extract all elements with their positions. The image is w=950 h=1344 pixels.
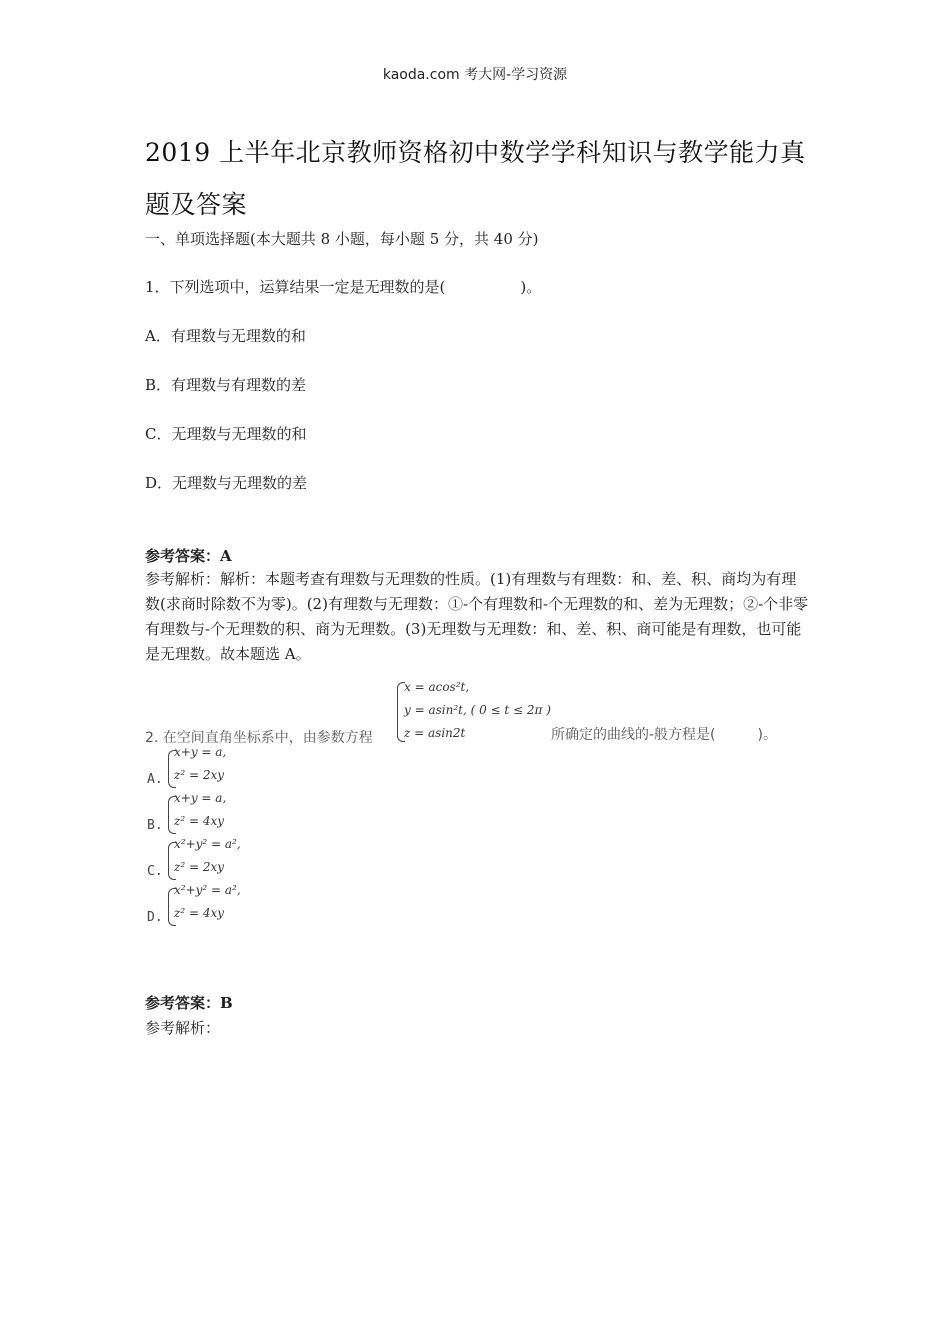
q2-analysis: 参考解析：: [145, 1019, 221, 1037]
q2-option-b-label: B.: [147, 818, 163, 833]
q2-param-x: x = acos²t,: [404, 680, 470, 694]
q1-option-c: C．无理数与无理数的和: [145, 425, 307, 443]
q1-option-d: D．无理数与无理数的差: [145, 474, 308, 492]
q2-option-a-eq1: x+y = a,: [174, 745, 227, 759]
q2-option-a-eq2: z² = 2xy: [174, 768, 224, 782]
q1-option-a: A．有理数与无理数的和: [145, 327, 306, 345]
q2-option-d-label: D.: [147, 910, 163, 925]
q2-param-z: z = asin2t: [404, 726, 466, 740]
section-heading: 一、单项选择题(本大题共 8 小题，每小题 5 分，共 40 分): [145, 230, 539, 248]
q2-option-c-eq2: z² = 2xy: [174, 860, 224, 874]
q2-option-c-label: C.: [147, 864, 163, 879]
q2-option-b-eq1: x+y = a,: [174, 791, 227, 805]
q2-stem-suffix: 所确定的曲线的-般方程是( )。: [551, 727, 777, 743]
q1-stem: 1．下列选项中，运算结果一定是无理数的是( )。: [145, 278, 542, 296]
page-title-line2: 题及答案: [145, 190, 248, 219]
q2-option-c-eq1: x²+y² = a²,: [174, 837, 241, 851]
q1-analysis: 参考解析：解析：本题考查有理数与无理数的性质。(1)有理数与有理数：和、差、积、商均为有理数(求商时除数不为零)。(2)有理数与无理数：①-个有理数和-个无理数的和、差为无理数；②-个非零有理数与-个无理数的积、商为无理数。(3)无理数与无理数：和、差、积、商可能是有理数，也可能是无理数。故本题选 A。: [145, 570, 809, 663]
q2-stem-prefix: 2. 在空间直角坐标系中，由参数方程: [145, 730, 373, 746]
q2-option-d-eq2: z² = 4xy: [174, 906, 224, 920]
q2-answer: 参考答案：B: [145, 994, 233, 1012]
q2-param-y: y = asin²t, ( 0 ≤ t ≤ 2π ): [404, 703, 551, 717]
q2-option-a-label: A.: [147, 772, 163, 787]
q1-option-b: B．有理数与有理数的差: [145, 376, 307, 394]
site-header: kaoda.com 考大网-学习资源: [382, 67, 568, 83]
q2-option-d-eq1: x²+y² = a²,: [174, 883, 241, 897]
q2-option-b-eq2: z² = 4xy: [174, 814, 224, 828]
page-title-line1: 2019 上半年北京教师资格初中数学学科知识与教学能力真: [145, 138, 806, 167]
q1-answer: 参考答案：A: [145, 547, 232, 565]
